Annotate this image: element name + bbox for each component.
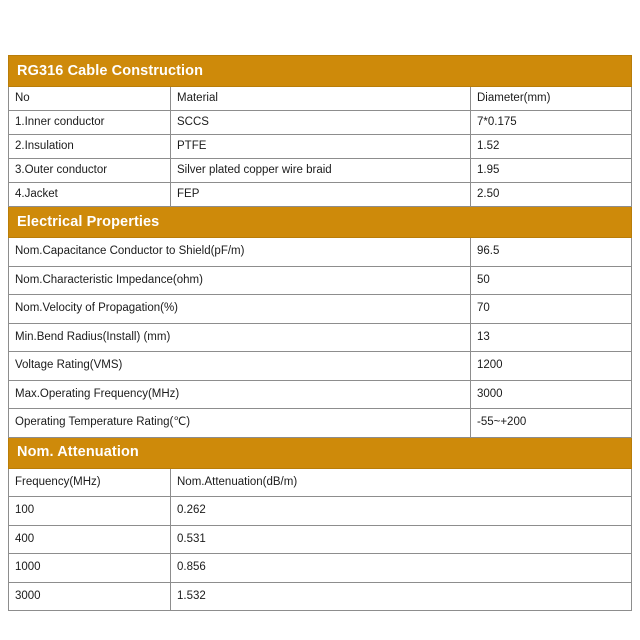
construction-cell-r3-c2-text: 2.50 [477, 187, 500, 200]
attenuation-data-row [9, 525, 632, 554]
construction-cell-r2-c2-text: 1.95 [477, 163, 500, 176]
construction-cell-r0-c2-text: 7*0.175 [477, 115, 517, 128]
attenuation-freq-r3-text: 3000 [15, 589, 41, 602]
electrical-value-r4 [471, 352, 632, 381]
electrical-value-r6 [471, 409, 632, 438]
electrical-label-r4 [9, 352, 471, 381]
attenuation-value-r1 [171, 525, 632, 554]
electrical-value-r3-text: 13 [477, 330, 490, 343]
construction-cell-r1-c1-text: PTFE [177, 139, 207, 152]
construction-cell-r2-c0 [9, 159, 171, 183]
attenuation-col-header-1 [171, 468, 632, 497]
attenuation-col-header-0 [9, 468, 171, 497]
construction-cell-r0-c1-text: SCCS [177, 115, 209, 128]
attenuation-value-r1-text: 0.531 [177, 532, 206, 545]
construction-cell-r2-c0-text: 3.Outer conductor [15, 163, 108, 176]
electrical-value-r2 [471, 295, 632, 324]
construction-cell-r2-c2 [471, 159, 632, 183]
attenuation-value-r2-text: 0.856 [177, 561, 206, 574]
electrical-label-r5-text: Max.Operating Frequency(MHz) [15, 387, 180, 400]
attenuation-col-header-1-text: Nom.Attenuation(dB/m) [177, 475, 298, 488]
electrical-value-r1 [471, 266, 632, 295]
construction-cell-r1-c2 [471, 135, 632, 159]
attenuation-value-r3 [171, 582, 632, 611]
construction-header-row [9, 87, 632, 111]
attenuation-value-r3-text: 1.532 [177, 589, 206, 602]
construction-data-row [9, 135, 632, 159]
construction-data-row [9, 183, 632, 207]
electrical-data-row [9, 409, 632, 438]
section-title-attenuation-text: Nom. Attenuation [17, 444, 139, 461]
electrical-value-r5-text: 3000 [477, 387, 503, 400]
construction-cell-r0-c0 [9, 111, 171, 135]
electrical-label-r2-text: Nom.Velocity of Propagation(%) [15, 302, 178, 315]
electrical-label-r5 [9, 380, 471, 409]
section-title-electrical-text: Electrical Properties [17, 213, 160, 230]
construction-cell-r3-c2 [471, 183, 632, 207]
electrical-value-r0-text: 96.5 [477, 245, 500, 258]
section-title-construction [9, 56, 632, 87]
attenuation-value-r2 [171, 554, 632, 583]
construction-cell-r3-c0-text: 4.Jacket [15, 187, 58, 200]
section-header-construction [9, 56, 632, 87]
electrical-label-r1-text: Nom.Characteristic Impedance(ohm) [15, 273, 203, 286]
construction-col-header-1-text: Material [177, 91, 218, 104]
attenuation-col-header-0-text: Frequency(MHz) [15, 475, 101, 488]
attenuation-freq-r2-text: 1000 [15, 561, 41, 574]
section-title-attenuation [9, 437, 632, 468]
section-title-construction-text: RG316 Cable Construction [17, 62, 204, 79]
construction-cell-r1-c0 [9, 135, 171, 159]
construction-cell-r3-c1-text: FEP [177, 187, 200, 200]
construction-data-row [9, 111, 632, 135]
electrical-label-r6-text: Operating Temperature Rating(℃) [15, 416, 191, 429]
attenuation-value-r0 [171, 497, 632, 526]
attenuation-freq-r0-text: 100 [15, 504, 35, 517]
electrical-label-r6 [9, 409, 471, 438]
section-title-electrical [9, 207, 632, 238]
construction-col-header-0 [9, 87, 171, 111]
electrical-data-row [9, 323, 632, 352]
construction-cell-r2-c1 [171, 159, 471, 183]
electrical-data-row [9, 380, 632, 409]
electrical-value-r2-text: 70 [477, 302, 490, 315]
construction-col-header-0-text: No [15, 91, 30, 104]
electrical-value-r1-text: 50 [477, 273, 490, 286]
electrical-value-r5 [471, 380, 632, 409]
construction-cell-r1-c1 [171, 135, 471, 159]
construction-cell-r0-c1 [171, 111, 471, 135]
attenuation-freq-r0 [9, 497, 171, 526]
electrical-data-row [9, 266, 632, 295]
electrical-value-r3 [471, 323, 632, 352]
construction-cell-r1-c0-text: 2.Insulation [15, 139, 74, 152]
electrical-data-row [9, 238, 632, 267]
construction-col-header-2 [471, 87, 632, 111]
electrical-label-r1 [9, 266, 471, 295]
construction-cell-r2-c1-text: Silver plated copper wire braid [177, 163, 332, 176]
construction-col-header-1 [171, 87, 471, 111]
electrical-label-r0-text: Nom.Capacitance Conductor to Shield(pF/m) [15, 245, 245, 258]
electrical-value-r0 [471, 238, 632, 267]
attenuation-freq-r1-text: 400 [15, 532, 35, 545]
attenuation-data-row [9, 497, 632, 526]
attenuation-data-row [9, 582, 632, 611]
electrical-value-r4-text: 1200 [477, 359, 503, 372]
electrical-label-r0 [9, 238, 471, 267]
electrical-label-r3 [9, 323, 471, 352]
electrical-value-r6-text: -55~+200 [477, 416, 527, 429]
attenuation-data-row [9, 554, 632, 583]
construction-cell-r1-c2-text: 1.52 [477, 139, 500, 152]
construction-cell-r0-c2 [471, 111, 632, 135]
electrical-data-row [9, 295, 632, 324]
electrical-label-r2 [9, 295, 471, 324]
section-header-electrical [9, 207, 632, 238]
attenuation-header-row [9, 468, 632, 497]
construction-cell-r3-c0 [9, 183, 171, 207]
electrical-data-row [9, 352, 632, 381]
construction-col-header-2-text: Diameter(mm) [477, 91, 551, 104]
construction-cell-r3-c1 [171, 183, 471, 207]
section-header-attenuation [9, 437, 632, 468]
electrical-label-r4-text: Voltage Rating(VMS) [15, 359, 123, 372]
attenuation-freq-r1 [9, 525, 171, 554]
attenuation-freq-r2 [9, 554, 171, 583]
construction-cell-r0-c0-text: 1.Inner conductor [15, 115, 105, 128]
construction-data-row [9, 159, 632, 183]
electrical-label-r3-text: Min.Bend Radius(Install) (mm) [15, 330, 171, 343]
cable-construction-table [8, 55, 632, 611]
attenuation-freq-r3 [9, 582, 171, 611]
attenuation-value-r0-text: 0.262 [177, 504, 206, 517]
